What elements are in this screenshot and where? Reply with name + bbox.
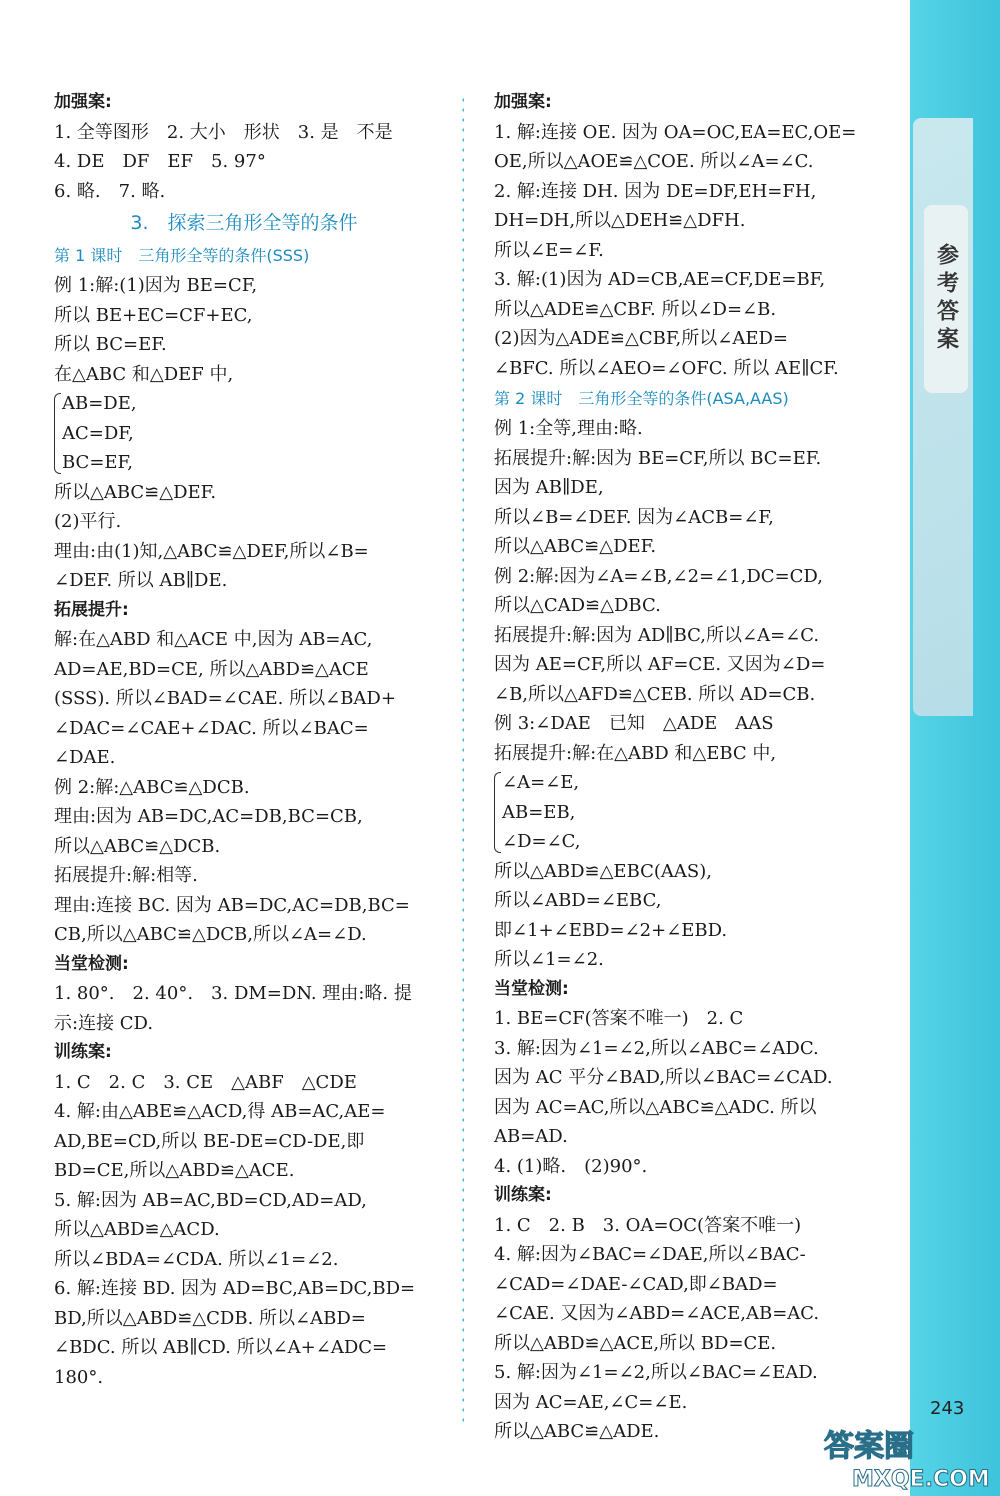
lesson-title: 第 2 课时 三角形全等的条件(ASA,AAS) xyxy=(494,389,789,408)
answer-line: ∠BDC. 所以 AB∥CD. 所以∠A+∠ADC= xyxy=(54,1337,388,1358)
answer-line: 所以∠1=∠2. xyxy=(494,949,604,970)
answer-line: 1. C 2. B 3. OA=OC(答案不唯一) xyxy=(494,1214,802,1236)
answer-line: 所以∠BDA=∠CDA. 所以∠1=∠2. xyxy=(54,1248,339,1270)
answer-line: 4. 解:由△ABE≌△ACD,得 AB=AC,AE= xyxy=(54,1101,386,1122)
equation-line: AB=DE, xyxy=(62,393,137,414)
answer-line: 所以 BC=EF. xyxy=(54,334,167,355)
answer-line: 4. 解:因为∠BAC=∠DAE,所以∠BAC- xyxy=(494,1244,806,1265)
svg-text:MXQE.COM: MXQE.COM xyxy=(852,1467,990,1492)
answer-line: 例 2:解:因为∠A=∠B,∠2=∠1,DC=CD, xyxy=(494,565,823,587)
answer-line: 示:连接 CD. xyxy=(54,1012,154,1034)
section-label: 训练案: xyxy=(494,1185,552,1205)
answer-line: 拓展提升:解:相等. xyxy=(54,865,198,886)
answer-line: (SSS). 所以∠BAD=∠CAE. 所以∠BAD+ xyxy=(54,688,396,709)
answer-line: AD,BE=CD,所以 BE-DE=CD-DE,即 xyxy=(54,1130,365,1152)
answer-line: 3. 解:因为∠1=∠2,所以∠ABC=∠ADC. xyxy=(494,1037,819,1059)
answer-line: 在△ABC 和△DEF 中, xyxy=(54,363,234,385)
answer-line: 1. C 2. C 3. CE △ABF △CDE xyxy=(54,1071,357,1093)
section-label: 训练案: xyxy=(54,1042,112,1062)
answer-line: 即∠1+∠EBD=∠2+∠EBD. xyxy=(494,919,728,941)
answer-line: ∠CAD=∠DAE-∠CAD,即∠BAD= xyxy=(494,1273,778,1295)
answer-line: ∠DAE. xyxy=(54,747,116,768)
side-tab-label xyxy=(924,205,968,393)
left-column xyxy=(54,88,434,1392)
answer-line: 1. 80°. 2. 40°. 3. DM=DN. 理由:略. 提 xyxy=(54,983,412,1004)
answer-line: 拓展提升:解:在△ABD 和△EBC 中, xyxy=(494,742,777,764)
answer-line: 180°. xyxy=(54,1366,104,1388)
answer-line: 理由:因为 AB=DC,AC=DB,BC=CB, xyxy=(54,806,363,827)
right-column xyxy=(494,88,879,1447)
answer-line: 因为 AC 平分∠BAD,所以∠BAC=∠CAD. xyxy=(494,1067,833,1088)
answer-line: OE,所以△AOE≌△COE. 所以∠A=∠C. xyxy=(494,151,814,172)
answer-line: 5. 解:因为∠1=∠2,所以∠BAC=∠EAD. xyxy=(494,1362,818,1383)
answer-line: 所以△ABD≌△EBC(AAS), xyxy=(494,860,712,882)
answer-line: 理由:连接 BC. 因为 AB=DC,AC=DB,BC= xyxy=(54,894,410,916)
answer-line: 所以 BE+EC=CF+EC, xyxy=(54,304,253,326)
answer-line: (2)因为△ADE≌△CBF,所以∠AED= xyxy=(494,328,788,349)
equation-line: BC=EF, xyxy=(62,452,133,473)
section-label: 当堂检测: xyxy=(494,978,569,999)
page-number: 243 xyxy=(930,1398,965,1419)
answer-line: DH=DH,所以△DEH≌△DFH. xyxy=(494,210,746,231)
answer-line: 所以△ABC≌△DEF. xyxy=(54,481,217,503)
equation-line: ∠D=∠C, xyxy=(502,831,581,852)
answer-line: (2)平行. xyxy=(54,511,122,532)
answer-line: 4. (1)略. (2)90°. xyxy=(494,1155,648,1177)
watermark-logo xyxy=(812,1420,1000,1496)
brace-equation-group xyxy=(54,389,434,478)
answer-line: 例 1:解:(1)因为 BE=CF, xyxy=(54,275,258,296)
answer-line: 所以△CAD≌△DBC. xyxy=(494,595,661,616)
answer-line: 所以∠ABD=∠EBC, xyxy=(494,890,662,911)
answer-line: 所以∠E=∠F. xyxy=(494,239,604,261)
answer-line: 所以△ABC≌△ADE. xyxy=(494,1421,660,1442)
section-label: 加强案: xyxy=(494,92,552,112)
answer-line: 因为 AB∥DE, xyxy=(494,477,604,498)
answer-line: AD=AE,BD=CE, 所以△ABD≌△ACE xyxy=(54,658,369,680)
answer-line: 例 3:∠DAE 已知 △ADE AAS xyxy=(494,713,774,734)
answer-line: ∠DEF. 所以 AB∥DE. xyxy=(54,570,228,591)
side-tab-text: 参考答案 xyxy=(933,243,959,355)
answer-line: 例 2:解:△ABC≌△DCB. xyxy=(54,776,250,798)
answer-line: AB=AD. xyxy=(494,1126,568,1147)
answer-line: 所以△ABC≌△DEF. xyxy=(494,536,657,557)
answer-line: 所以△ABC≌△DCB. xyxy=(54,835,221,857)
equation-line: ∠A=∠E, xyxy=(502,772,580,793)
answer-line: ∠BFC. 所以∠AEO=∠OFC. 所以 AE∥CF. xyxy=(494,357,839,379)
answer-line: 所以△ABD≌△ACE,所以 BD=CE. xyxy=(494,1332,777,1354)
answer-line: CB,所以△ABC≌△DCB,所以∠A=∠D. xyxy=(54,924,367,945)
answer-line: 因为 AE=CF,所以 AF=CE. 又因为∠D= xyxy=(494,654,826,675)
answer-line: 5. 解:因为 AB=AC,BD=CD,AD=AD, xyxy=(54,1189,367,1211)
answer-line: 解:在△ABD 和△ACE 中,因为 AB=AC, xyxy=(54,629,373,650)
lesson-title: 第 1 课时 三角形全等的条件(SSS) xyxy=(54,246,310,265)
section-label: 当堂检测: xyxy=(54,953,129,974)
answer-line: ∠CAE. 又因为∠ABD=∠ACE,AB=AC. xyxy=(494,1303,820,1324)
brace-equation-group xyxy=(494,768,879,857)
answer-line: 1. BE=CF(答案不唯一) 2. C xyxy=(494,1008,744,1029)
answer-line: 3. 解:(1)因为 AD=CB,AE=CF,DE=BF, xyxy=(494,269,826,290)
answer-line: 6. 解:连接 BD. 因为 AD=BC,AB=DC,BD= xyxy=(54,1278,416,1299)
answer-line: BD=CE,所以△ABD≌△ACE. xyxy=(54,1160,295,1181)
answer-line: 4. DE DF EF 5. 97° xyxy=(54,151,266,172)
section-label: 拓展提升: xyxy=(54,599,129,620)
equation-line: AB=EB, xyxy=(502,801,576,823)
equation-line: AC=DF, xyxy=(62,422,134,444)
answer-line: 因为 AC=AC,所以△ABC≌△ADC. 所以 xyxy=(494,1096,817,1118)
answer-line: 拓展提升:解:因为 BE=CF,所以 BC=EF. xyxy=(494,447,822,469)
svg-text:答案圈: 答案圈 xyxy=(824,1429,914,1464)
section-title: 3. 探索三角形全等的条件 xyxy=(130,212,358,234)
answer-line: 所以△ADE≌△CBF. 所以∠D=∠B. xyxy=(494,298,777,320)
answer-line: 1. 全等图形 2. 大小 形状 3. 是 不是 xyxy=(54,121,393,143)
answer-line: 1. 解:连接 OE. 因为 OA=OC,EA=EC,OE= xyxy=(494,121,857,143)
answer-line: 所以△ABD≌△ACD. xyxy=(54,1219,220,1240)
answer-line: 因为 AC=AE,∠C=∠E. xyxy=(494,1391,688,1413)
answer-line: 理由:由(1)知,△ABC≌△DEF,所以∠B= xyxy=(54,540,369,562)
answer-line: 拓展提升:解:因为 AD∥BC,所以∠A=∠C. xyxy=(494,624,820,646)
column-divider xyxy=(462,95,464,1425)
answer-line: BD,所以△ABD≌△CDB. 所以∠ABD= xyxy=(54,1307,366,1329)
answer-line: ∠B,所以△AFD≌△CEB. 所以 AD=CB. xyxy=(494,683,816,705)
answer-line: 所以∠B=∠DEF. 因为∠ACB=∠F, xyxy=(494,506,774,528)
section-label: 加强案: xyxy=(54,92,112,112)
answer-line: 2. 解:连接 DH. 因为 DE=DF,EH=FH, xyxy=(494,180,817,202)
answer-line: 6. 略. 7. 略. xyxy=(54,180,166,202)
answer-line: ∠DAC=∠CAE+∠DAC. 所以∠BAC= xyxy=(54,717,369,739)
answer-line: 例 1:全等,理由:略. xyxy=(494,418,643,439)
